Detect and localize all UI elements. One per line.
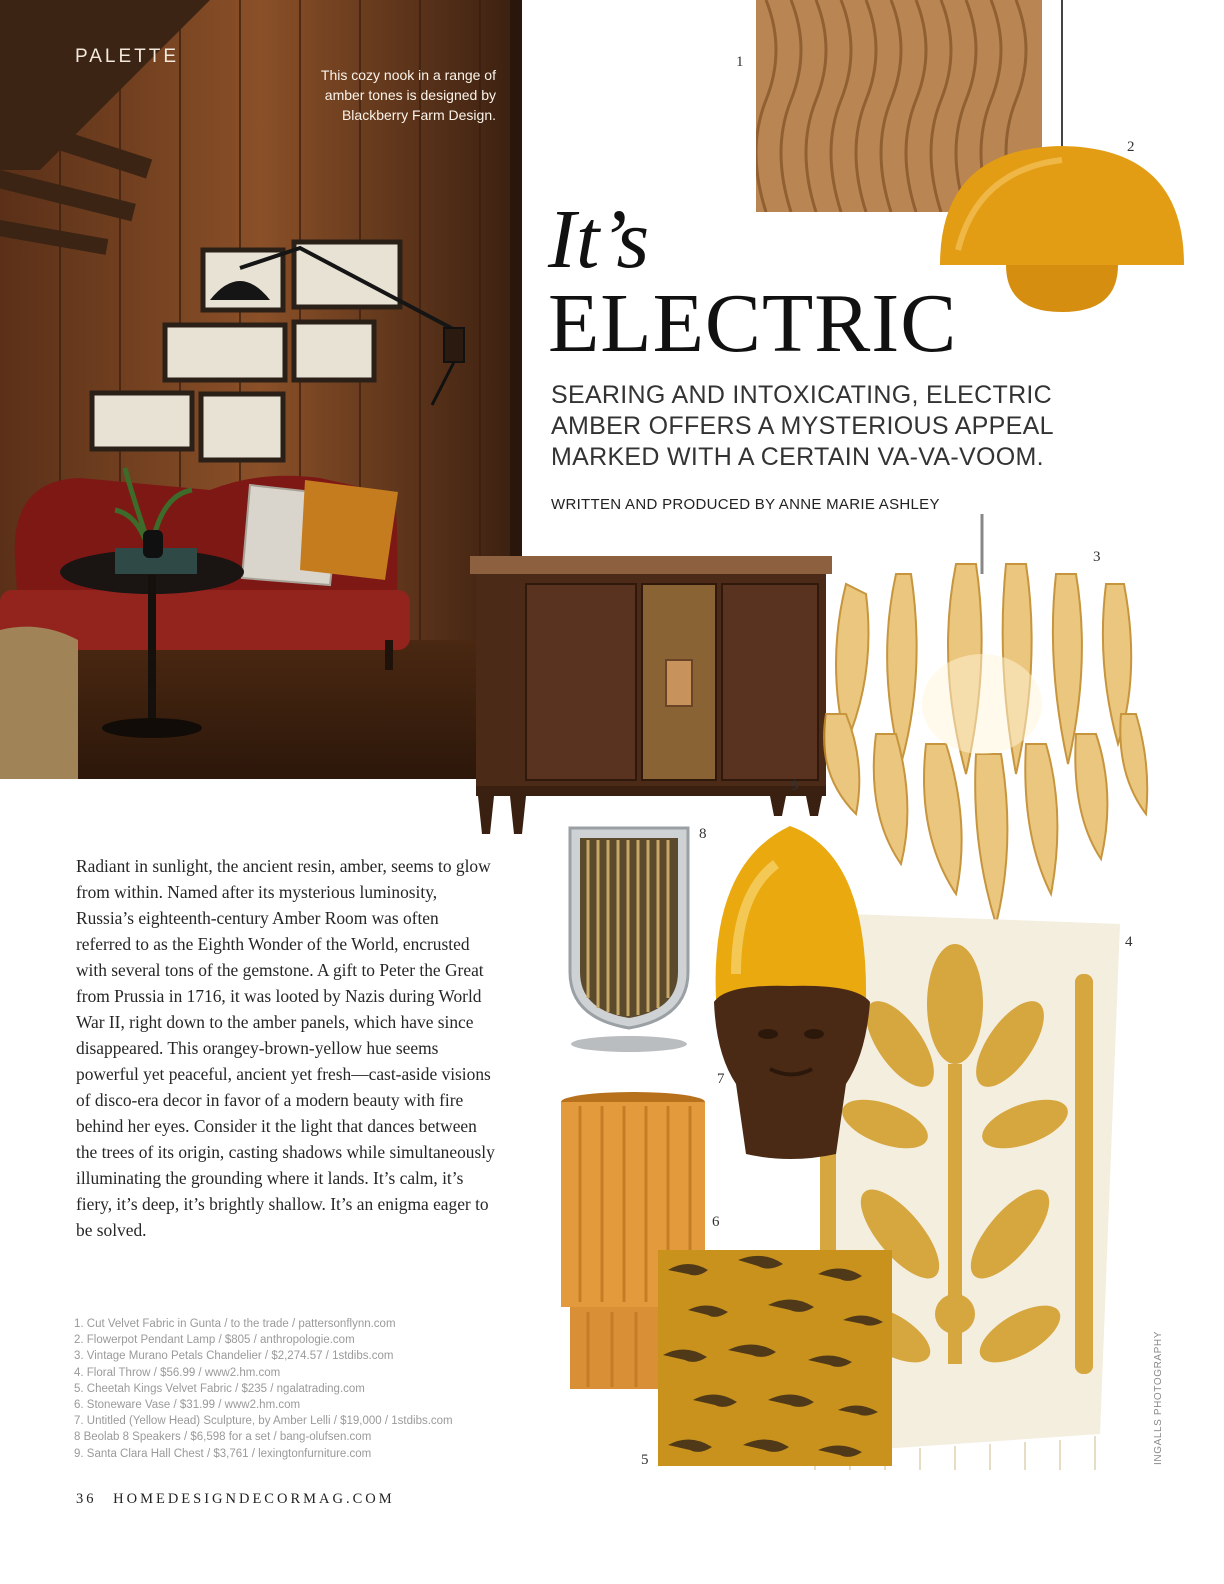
product-cheetah-fabric [658, 1250, 892, 1466]
product-number: 4 [1125, 934, 1133, 950]
website-link[interactable]: HOMEDESIGNDECORMAG.COM [113, 1491, 395, 1507]
credit-item: 5. Cheetah Kings Velvet Fabric / $235 / ngalatrading.com [74, 1382, 365, 1395]
body-text: Radiant in sunlight, the ancient resin, amber, seems to glow from within. Named after its mysterious luminosity, Russia’s eighteenth-century Amber Room was often referred to as the Eighth Wonder of the World, encrusted with several tons of the gemstone. A gift to Peter the Great from Prussia in 1716, it was looted by Nazis during World War II, right down to the amber panels, which have since disappeared. This orangey-brown-yellow hue seems powerful yet peaceful, ancient yet fresh—cast-aside visions of disco-era decor in favor of a modern beauty with fire behind her eyes. Consider it the light that dances between the trees of its origin, casting shadows while simultaneously illuminating the grounding where it lands. It’s calm, it’s fiery, it’s deep, it’s brightly shallow. It’s an enigma eager to be solved. [76, 856, 495, 1240]
cheetah-fabric-swatch [658, 1250, 892, 1466]
page-number: 36 [76, 1491, 97, 1507]
product-number: 9 [791, 778, 799, 794]
pendant-lamp-illustration [938, 0, 1188, 316]
speaker-illustration [566, 822, 692, 1054]
title-line-2: ELECTRIC [548, 277, 958, 370]
dek: SEARING AND INTOXICATING, ELECTRIC AMBER OFFERS A MYSTERIOUS APPEAL MARKED WITH A CERTAIN VA-VA-VOOM. [551, 381, 1053, 471]
product-credits-list [74, 1316, 544, 1462]
credit-item: 3. Vintage Murano Petals Chandelier / $2,274.57 / 1stdibs.com [74, 1350, 394, 1363]
yellow-head-sculpture-illustration [706, 824, 874, 1164]
product-pendant-lamp [938, 0, 1188, 316]
product-number: 5 [641, 1452, 649, 1468]
hall-chest-illustration [470, 556, 832, 836]
title-line-1: It’s [548, 193, 650, 286]
hero-caption: This cozy nook in a range of amber tones is designed by Blackberry Farm Design. [320, 67, 496, 123]
product-number: 1 [736, 54, 744, 70]
section-label: PALETTE [75, 46, 180, 67]
byline-author: ANNE MARIE ASHLEY [778, 496, 940, 513]
credit-item: 6. Stoneware Vase / $31.99 / www2.hm.com [74, 1399, 301, 1412]
credit-item: 2. Flowerpot Pendant Lamp / $805 / anthropologie.com [74, 1334, 355, 1347]
photo-credit: INGALLS PHOTOGRAPHY [1153, 1330, 1164, 1465]
product-number: 7 [717, 1071, 725, 1087]
product-number: 3 [1093, 549, 1101, 565]
byline [551, 496, 940, 513]
product-head-sculpture [706, 824, 874, 1164]
credit-item: 4. Floral Throw / $56.99 / www2.hm.com [74, 1366, 281, 1379]
credit-item: 7. Untitled (Yellow Head) Sculpture, by Amber Lelli / $19,000 / 1stdibs.com [74, 1415, 453, 1428]
product-speaker [566, 822, 692, 1054]
credit-item: 9. Santa Clara Hall Chest / $3,761 / lexingtonfurniture.com [74, 1447, 372, 1460]
product-number: 8 [699, 826, 707, 842]
product-number: 2 [1127, 139, 1135, 155]
page-footer [76, 1491, 395, 1508]
credit-item: 1. Cut Velvet Fabric in Gunta / to the trade / pattersonflynn.com [74, 1318, 396, 1330]
credit-item: 8 Beolab 8 Speakers / $6,598 for a set / bang-olufsen.com [74, 1431, 372, 1444]
byline-prefix: WRITTEN AND PRODUCED BY [551, 496, 776, 513]
product-hall-chest [470, 556, 832, 836]
product-number: 6 [712, 1214, 720, 1230]
